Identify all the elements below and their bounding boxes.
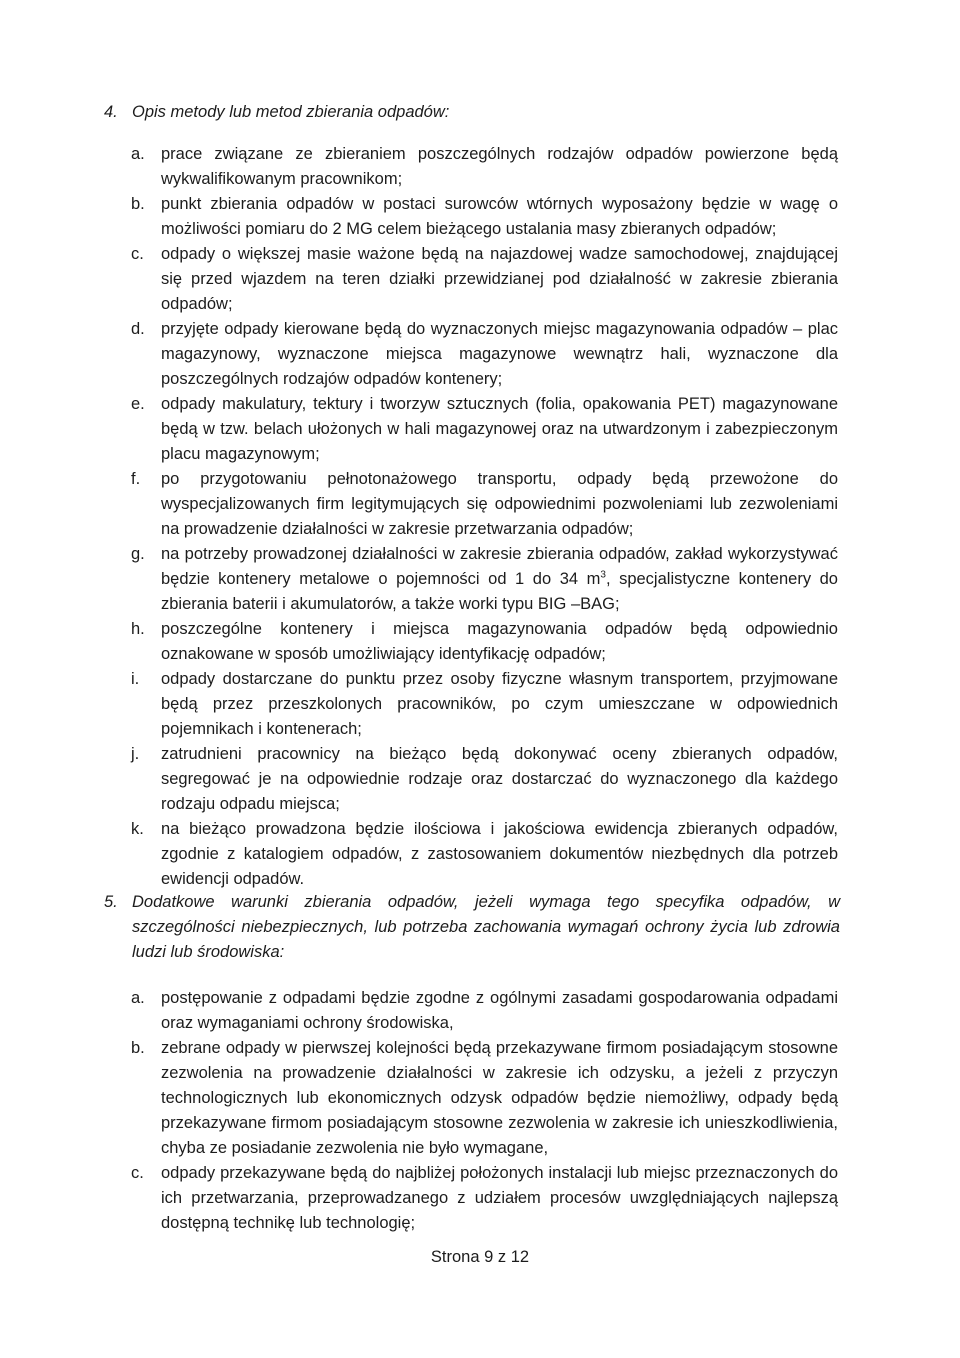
list-item-text: odpady przekazywane będą do najbliżej położonych instalacji lub miejsc przeznaczonych do ich przetwarzania, przeprowadzanego z udziałem procesów uwzględniających najlepszą dostępną technikę lub technologię; bbox=[161, 1164, 838, 1232]
list-item bbox=[0, 392, 960, 467]
list-item bbox=[0, 986, 960, 1036]
list-item-label: f. bbox=[131, 470, 141, 488]
list-item bbox=[0, 192, 960, 242]
list-item-text: zatrudnieni pracownicy na bieżąco będą dokonywać oceny zbieranych odpadów, segregować je na odpowiednie rodzaje oraz dostarczać do wyznaczonego dla każdego rodzaju odpadu miejsca; bbox=[161, 745, 838, 813]
list-item-text: punkt zbierania odpadów w postaci surowców wtórnych wyposażony będzie w wagę o możliwości pomiaru do 2 MG celem bieżącego ustalania masy zbieranych odpadów; bbox=[161, 195, 838, 238]
list-item bbox=[0, 1161, 960, 1236]
list-item bbox=[0, 142, 960, 192]
list-item-text: po przygotowaniu pełnotonażowego transportu, odpady będą przewożone do wyspecjalizowanych firm legitymujących się odpowiednimi pozwoleniami lub zezwoleniami na prowadzenie działalności w zakresie przetwarzania odpadów; bbox=[161, 470, 838, 538]
list-item-text: zebrane odpady w pierwszej kolejności będą przekazywane firmom posiadającym stosowne zezwolenia na prowadzenie działalności w zakresie ich odzysku, a jeżeli z przyczyn technologicznych lub ekonomicznych odzysk odpadów będzie niemożliwy, odpady będą przekazywane firmom posiadającym stosowne zezwolenia w zakresie ich unieszkodliwienia, chyba ze posiadanie zezwolenia nie było wymagane, bbox=[161, 1039, 838, 1157]
list-item-text: odpady o większej masie ważone będą na najazdowej wadze samochodowej, znajdującej się przed wjazdem na teren działki przewidzianej pod działalność w zakresie zbierania odpadów; bbox=[161, 245, 838, 313]
list-item bbox=[0, 317, 960, 392]
list-item-label: c. bbox=[131, 1164, 144, 1182]
list-item-text: odpady dostarczane do punktu przez osoby fizyczne własnym transportem, przyjmowane będą przez przeszkolonych pracowników, po czym umieszczane w odpowiednich pojemnikach i kontenerach; bbox=[161, 670, 838, 738]
section-4-number: 4. bbox=[104, 103, 118, 121]
list-item-label: k. bbox=[131, 820, 144, 838]
list-item bbox=[0, 742, 960, 817]
list-item bbox=[0, 467, 960, 542]
list-item-text bbox=[161, 545, 838, 613]
section-4 bbox=[0, 100, 960, 892]
page-number-footer: Strona 9 z 12 bbox=[430, 1248, 530, 1266]
list-item bbox=[0, 667, 960, 742]
list-item-text-after: , specjalistyczne kontenery do zbierania baterii i akumulatorów, a także worki typu BIG –BAG; bbox=[161, 570, 838, 613]
section-5-number: 5. bbox=[104, 893, 118, 911]
list-item-label: b. bbox=[131, 195, 145, 213]
list-item-label: g. bbox=[131, 545, 145, 563]
superscript-exponent: 3 bbox=[600, 569, 606, 581]
list-item-text: poszczególne kontenery i miejsca magazynowania odpadów będą odpowiednio oznakowane w sposób umożliwiający identyfikację odpadów; bbox=[161, 620, 838, 663]
list-item bbox=[0, 817, 960, 892]
list-item-text-before: na potrzeby prowadzonej działalności w zakresie zbierania odpadów, zakład wykorzystywać będzie kontenery metalowe o pojemności od 1 do 34 m bbox=[161, 545, 838, 588]
list-item bbox=[0, 542, 960, 617]
list-item-label: b. bbox=[131, 1039, 145, 1057]
list-item bbox=[0, 1036, 960, 1161]
list-item-text: postępowanie z odpadami będzie zgodne z ogólnymi zasadami gospodarowania odpadami oraz wymaganiami ochrony środowiska, bbox=[161, 989, 838, 1032]
section-4-title: Opis metody lub metod zbierania odpadów: bbox=[132, 103, 450, 121]
list-item-label: e. bbox=[131, 395, 145, 413]
section-4-list bbox=[0, 142, 960, 892]
list-item-text: przyjęte odpady kierowane będą do wyznaczonych miejsc magazynowania odpadów – plac magazynowy, wyznaczone miejsca magazynowe wewnątrz hali, wyznaczone dla poszczególnych rodzajów odpadów kontenery; bbox=[161, 320, 838, 388]
section-5-heading bbox=[0, 890, 960, 965]
section-5-list bbox=[0, 986, 960, 1236]
list-item-label: a. bbox=[131, 989, 145, 1007]
section-4-heading bbox=[0, 100, 960, 125]
list-item-label: c. bbox=[131, 245, 144, 263]
list-item bbox=[0, 617, 960, 667]
list-item-label: d. bbox=[131, 320, 145, 338]
list-item-text: prace związane ze zbieraniem poszczególnych rodzajów odpadów powierzone będą wykwalifikowanym pracownikom; bbox=[161, 145, 838, 188]
section-5 bbox=[0, 890, 960, 1236]
list-item-label: j. bbox=[131, 745, 140, 763]
list-item-label: a. bbox=[131, 145, 145, 163]
list-item bbox=[0, 242, 960, 317]
list-item-label: i. bbox=[131, 670, 140, 688]
list-item-label: h. bbox=[131, 620, 145, 638]
section-5-title: Dodatkowe warunki zbierania odpadów, jeżeli wymaga tego specyfika odpadów, w szczególności niebezpiecznych, lub potrzeba zachowania wymagań ochrony życia lub zdrowia ludzi lub środowiska: bbox=[132, 893, 840, 961]
list-item-text: odpady makulatury, tektury i tworzyw sztucznych (folia, opakowania PET) magazynowane będą w tzw. belach ułożonych w hali magazynowej oraz na utwardzonym i zabezpieczonym placu magazynowym; bbox=[161, 395, 838, 463]
list-item-text: na bieżąco prowadzona będzie ilościowa i jakościowa ewidencja zbieranych odpadów, zgodnie z katalogiem odpadów, z zastosowaniem dokumentów niezbędnych dla potrzeb ewidencji odpadów. bbox=[161, 820, 838, 888]
